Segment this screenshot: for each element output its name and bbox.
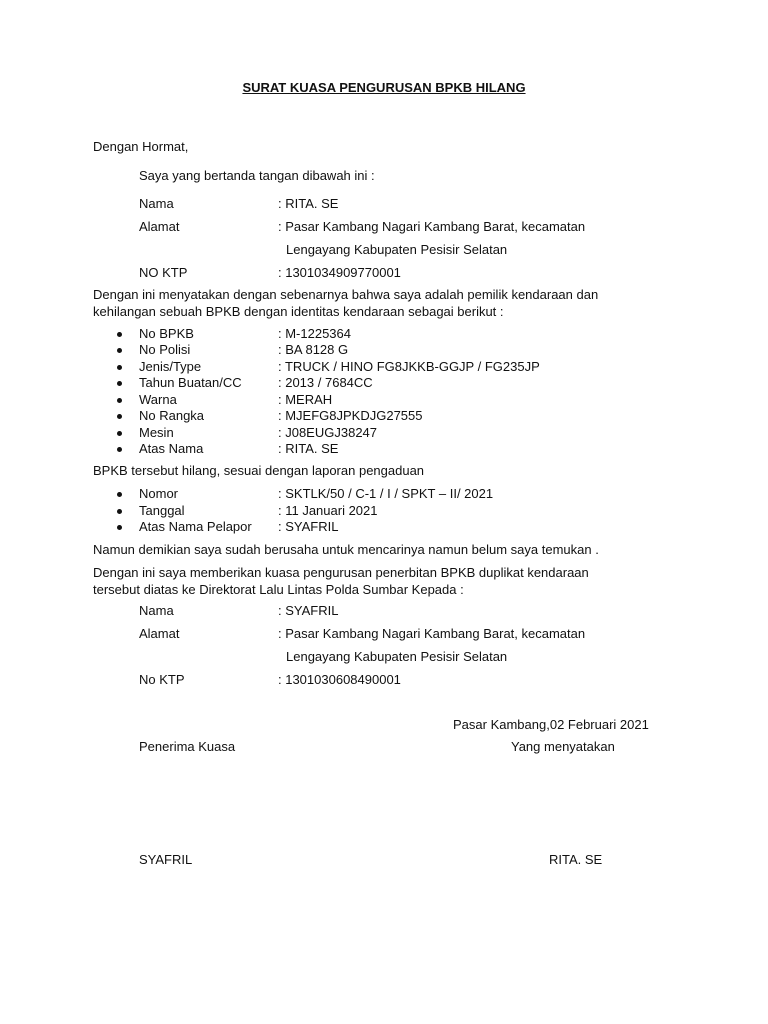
bullet bbox=[117, 492, 122, 497]
vehicle-value: : J08EUGJ38247 bbox=[278, 425, 378, 440]
statement-line-2: kehilangan sebuah BPKB dengan identitas kendaraan sebagai berikut : bbox=[93, 304, 504, 319]
place-date: Pasar Kambang,02 Februari 2021 bbox=[453, 717, 649, 732]
bullet bbox=[117, 348, 122, 353]
bullet bbox=[117, 447, 122, 452]
vehicle-value: : M-1225364 bbox=[278, 326, 351, 341]
grantor-ktp-value: : 1301034909770001 bbox=[278, 265, 401, 280]
vehicle-label: Jenis/Type bbox=[139, 359, 202, 374]
report-value: : SKTLK/50 / C-1 / I / SPKT – II/ 2021 bbox=[278, 486, 494, 501]
lost-statement: BPKB tersebut hilang, sesuai dengan laporan pengaduan bbox=[93, 463, 425, 478]
vehicle-value: : MERAH bbox=[278, 392, 333, 407]
vehicle-label: Tahun Buatan/CC bbox=[139, 375, 242, 390]
vehicle-label: No Rangka bbox=[139, 408, 205, 423]
bullet bbox=[117, 431, 122, 436]
grantee-address-label: Alamat bbox=[139, 626, 180, 641]
document-title: SURAT KUASA PENGURUSAN BPKB HILANG bbox=[242, 80, 526, 95]
power-line-1: Dengan ini saya memberikan kuasa pengurusan penerbitan BPKB duplikat kendaraan bbox=[93, 565, 589, 580]
grantor-address-label: Alamat bbox=[139, 219, 180, 234]
report-label: Atas Nama Pelapor bbox=[139, 519, 252, 534]
grantor-address-line2: Lengayang Kabupaten Pesisir Selatan bbox=[286, 242, 508, 257]
bullet bbox=[117, 365, 122, 370]
grantor-ktp-label: NO KTP bbox=[139, 265, 188, 280]
grantee-address-line1: : Pasar Kambang Nagari Kambang Barat, kecamatan bbox=[278, 626, 586, 641]
declarer-label: Yang menyatakan bbox=[511, 739, 615, 754]
vehicle-value: : 2013 / 7684CC bbox=[278, 375, 373, 390]
report-value: : 11 Januari 2021 bbox=[278, 503, 378, 518]
receiver-name: SYAFRIL bbox=[139, 852, 193, 867]
grantor-address-line1: : Pasar Kambang Nagari Kambang Barat, kecamatan bbox=[278, 219, 586, 234]
grantee-name-value: : SYAFRIL bbox=[278, 603, 339, 618]
receiver-label: Penerima Kuasa bbox=[139, 739, 236, 754]
vehicle-label: Atas Nama bbox=[139, 441, 204, 456]
grantor-name-value: : RITA. SE bbox=[278, 196, 339, 211]
report-label: Tanggal bbox=[139, 503, 185, 518]
greeting: Dengan Hormat, bbox=[93, 139, 189, 154]
report-label: Nomor bbox=[139, 486, 179, 501]
vehicle-label: No BPKB bbox=[139, 326, 194, 341]
bullet bbox=[117, 525, 122, 530]
report-value: : SYAFRIL bbox=[278, 519, 339, 534]
statement-line-1: Dengan ini menyatakan dengan sebenarnya bahwa saya adalah pemilik kendaraan dan bbox=[93, 287, 599, 302]
bullet bbox=[117, 398, 122, 403]
vehicle-value: : BA 8128 G bbox=[278, 342, 349, 357]
vehicle-label: Mesin bbox=[139, 425, 174, 440]
vehicle-value: : MJEFG8JPKDJG27555 bbox=[278, 408, 423, 423]
bullet bbox=[117, 332, 122, 337]
vehicle-label: No Polisi bbox=[139, 342, 191, 357]
declarer-name: RITA. SE bbox=[549, 852, 603, 867]
vehicle-label: Warna bbox=[139, 392, 177, 407]
bullet bbox=[117, 381, 122, 386]
grantee-ktp-label: No KTP bbox=[139, 672, 185, 687]
grantee-ktp-value: : 1301030608490001 bbox=[278, 672, 401, 687]
bullet bbox=[117, 414, 122, 419]
power-line-2: tersebut diatas ke Direktorat Lalu Lintas Polda Sumbar Kepada : bbox=[93, 582, 464, 597]
grantor-name-label: Nama bbox=[139, 196, 174, 211]
grantee-address-line2: Lengayang Kabupaten Pesisir Selatan bbox=[286, 649, 508, 664]
bullet bbox=[117, 509, 122, 514]
grantee-name-label: Nama bbox=[139, 603, 174, 618]
vehicle-value: : TRUCK / HINO FG8JKKB-GGJP / FG235JP bbox=[278, 359, 540, 374]
vehicle-value: : RITA. SE bbox=[278, 441, 339, 456]
intro-text: Saya yang bertanda tangan dibawah ini : bbox=[139, 168, 375, 183]
search-statement: Namun demikian saya sudah berusaha untuk mencarinya namun belum saya temukan . bbox=[93, 542, 599, 557]
